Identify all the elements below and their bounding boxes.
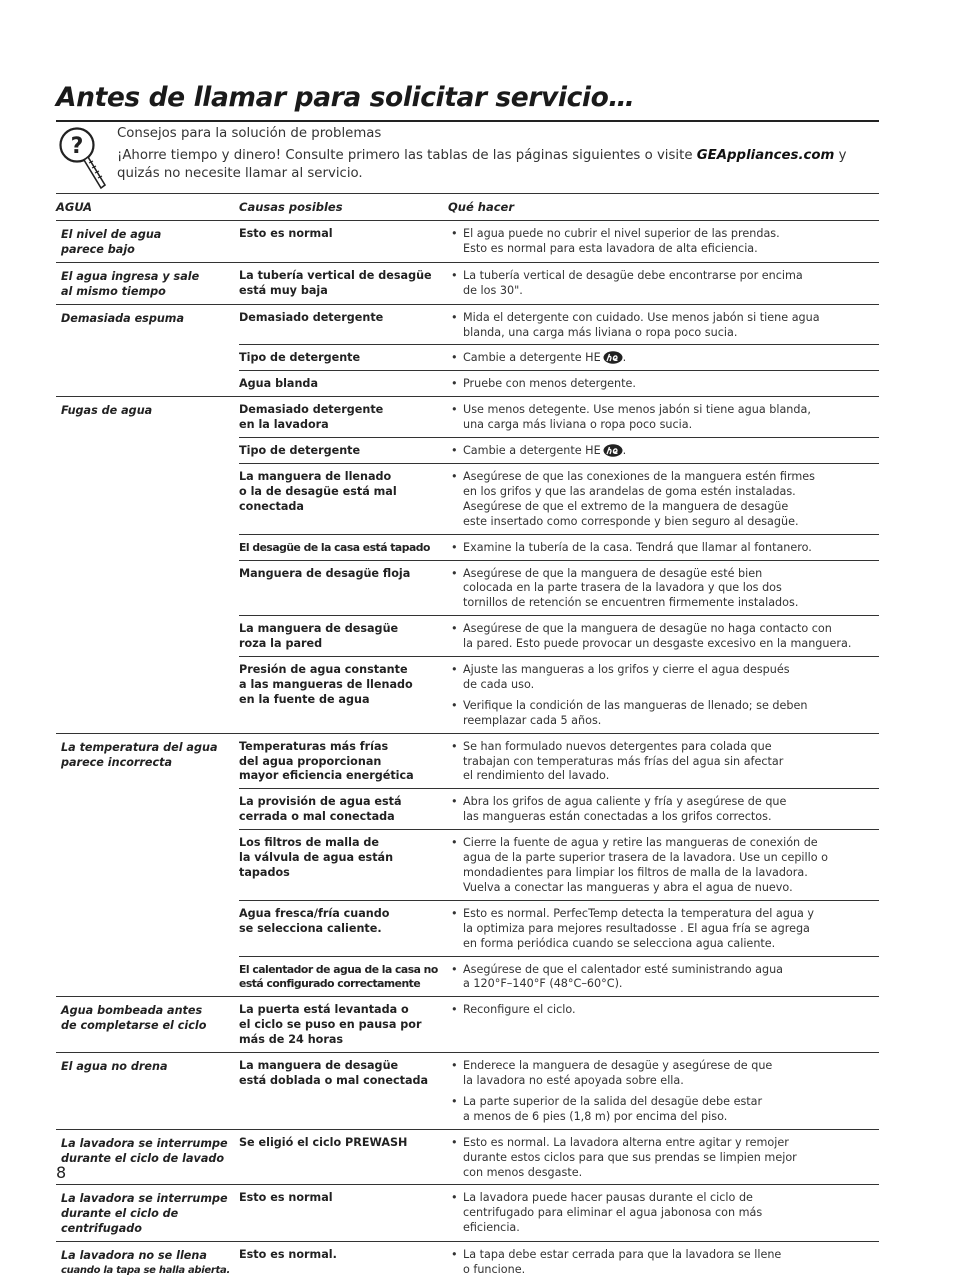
action-text: Asegúrese de que el calentador esté suministrando agua a 120°F–140°F (48°C–60°C). bbox=[463, 962, 784, 991]
action-cell bbox=[448, 836, 879, 896]
cause-cell: Demasiado detergente bbox=[239, 310, 384, 324]
action-text: Use menos detegente. Use menos jabón si tiene agua blanda, una carga más liviana o ropa poco sucia. bbox=[463, 403, 811, 432]
action-text: Esto es normal. PerfecTemp detecta la temperatura del agua y la optimiza para mejores resultadosse . El agua fría se agrega en forma periódica cuando se selecciona agua caliente. bbox=[463, 906, 814, 950]
action-cell bbox=[448, 403, 879, 433]
action-cell bbox=[448, 622, 879, 652]
cause-cell: Esto es normal bbox=[239, 1191, 333, 1205]
intro-heading: Consejos para la solución de problemas bbox=[117, 126, 382, 141]
action-bullet bbox=[448, 1095, 879, 1125]
cause-cell: La manguera de llenado o la de desagüe está mal conectada bbox=[239, 469, 397, 513]
bullet-icon: • bbox=[451, 1003, 458, 1017]
action-cell bbox=[448, 1003, 879, 1048]
bullet-icon: • bbox=[451, 268, 458, 282]
cause-cell: Demasiado detergente en la lavadora bbox=[239, 403, 384, 432]
problem-sublabel: cuando la tapa se halla abierta. bbox=[61, 1265, 230, 1277]
action-cell bbox=[448, 227, 879, 257]
cause-cell: Esto es normal bbox=[239, 227, 333, 240]
bullet-icon: • bbox=[451, 739, 458, 753]
he-logo-icon bbox=[603, 444, 623, 457]
action-text: Verifique la condición de las mangueras de llenado; se deben reemplazar cada 5 años. bbox=[463, 698, 808, 727]
action-cell bbox=[448, 377, 879, 392]
cause-cell: Agua blanda bbox=[239, 377, 318, 391]
table-row bbox=[239, 1185, 879, 1240]
problem-label: Demasiada espuma bbox=[61, 311, 185, 325]
cause-cell: Temperaturas más frías del agua proporcionan mayor eficiencia energética bbox=[239, 739, 414, 783]
cause-rows bbox=[239, 305, 879, 397]
problem-label: La temperatura del agua parece incorrecta bbox=[61, 740, 218, 769]
action-bullet bbox=[448, 1059, 879, 1089]
cause-cell: Presión de agua constante a las mangueras de llenado en la fuente de agua bbox=[239, 663, 413, 706]
table-row bbox=[239, 901, 879, 957]
action-bullet bbox=[448, 541, 879, 556]
table-row bbox=[239, 1242, 879, 1282]
action-text: Asegúrese de que la manguera de desagüe esté bien colocada en la parte trasera de la lavadora y que los dos tornillos de retención se encuentren firmemente instalados. bbox=[463, 566, 799, 610]
cause-rows bbox=[239, 221, 879, 262]
table-row bbox=[239, 1130, 879, 1185]
action-cell bbox=[448, 567, 879, 612]
action-bullet bbox=[448, 907, 879, 952]
cause-rows bbox=[239, 1053, 879, 1129]
action-cell bbox=[448, 444, 879, 459]
action-bullet bbox=[448, 795, 879, 825]
problem-group bbox=[56, 263, 879, 305]
bullet-icon: • bbox=[451, 403, 458, 417]
action-bullet: • Cambie a detergente HE . bbox=[448, 351, 879, 366]
cause-cell: La provisión de agua está cerrada o mal conectada bbox=[239, 795, 402, 824]
cause-cell: La manguera de desagüe roza la pared bbox=[239, 622, 399, 651]
cause-cell: Tipo de detergente bbox=[239, 444, 361, 458]
problem-label: Agua bombeada antes de completarse el ciclo bbox=[61, 1004, 207, 1033]
problem-group bbox=[56, 1185, 879, 1242]
action-text: Cambie a detergente HE bbox=[463, 444, 601, 458]
problem-cell bbox=[56, 1053, 239, 1129]
bullet-icon: • bbox=[451, 1191, 458, 1205]
action-text: Ajuste las mangueras a los grifos y cierre el agua después de cada uso. bbox=[463, 663, 790, 691]
problem-group bbox=[56, 221, 879, 263]
page-title: Antes de llamar para solicitar servicio… bbox=[56, 82, 635, 113]
cause-cell: Agua fresca/fría cuando se selecciona caliente. bbox=[239, 906, 390, 935]
bullet-icon: • bbox=[451, 1094, 458, 1108]
action-text: Reconfigure el ciclo. bbox=[463, 1003, 576, 1017]
action-bullet bbox=[448, 1136, 879, 1181]
he-logo-icon bbox=[603, 351, 623, 364]
cause-rows bbox=[239, 1130, 879, 1185]
magnifier-question-icon bbox=[55, 125, 115, 193]
problem-cell bbox=[56, 1185, 239, 1241]
action-bullet bbox=[448, 269, 879, 299]
action-text: La tubería vertical de desagüe debe encontrarse por encima de los 30". bbox=[463, 268, 803, 297]
table-row bbox=[239, 345, 879, 371]
action-text: Enderece la manguera de desagüe y asegúrese de que la lavadora no esté apoyada sobre ella. bbox=[463, 1059, 773, 1087]
table-row bbox=[239, 221, 879, 261]
problem-label: El agua no drena bbox=[61, 1060, 168, 1074]
action-bullet bbox=[448, 963, 879, 993]
bullet-icon: • bbox=[451, 310, 458, 324]
cause-cell: Los filtros de malla de la válvula de agua están tapados bbox=[239, 836, 394, 879]
action-bullet bbox=[448, 377, 879, 392]
action-text: Pruebe con menos detergente. bbox=[463, 377, 636, 391]
problem-label: El agua ingresa y sale al mismo tiempo bbox=[61, 269, 200, 298]
website-link[interactable]: GEAppliances.com bbox=[696, 148, 835, 163]
action-text: Examine la tubería de la casa. Tendrá que llamar al fontanero. bbox=[463, 540, 812, 554]
action-cell bbox=[448, 963, 879, 993]
intro-text bbox=[117, 147, 857, 183]
action-text: Cierre la fuente de agua y retire las mangueras de conexión de agua de la parte superior trasera de la lavadora. Use un cepillo o mondadientes para limpiar los filtros de malla de la lavadora. Vuelva a conectar las mangueras y abra el agua de nuevo. bbox=[463, 836, 828, 894]
bullet-icon: • bbox=[451, 698, 458, 712]
action-bullet bbox=[448, 740, 879, 785]
action-cell bbox=[448, 311, 879, 341]
problem-group bbox=[56, 305, 879, 398]
table-row bbox=[239, 305, 879, 346]
action-bullet bbox=[448, 622, 879, 652]
bullet-icon: • bbox=[451, 1059, 458, 1073]
problem-label: La lavadora se interrumpe durante el ciclo de lavado bbox=[61, 1136, 228, 1165]
title-divider bbox=[56, 120, 879, 122]
bullet-icon: • bbox=[451, 962, 458, 976]
cause-cell: Esto es normal. bbox=[239, 1248, 337, 1262]
problem-label: La lavadora no se llena bbox=[61, 1249, 207, 1263]
cause-rows bbox=[239, 263, 879, 304]
bullet-icon: • bbox=[451, 351, 458, 365]
cause-cell: La puerta está levantada o el ciclo se puso en pausa por más de 24 horas bbox=[239, 1003, 422, 1047]
action-cell bbox=[448, 740, 879, 785]
action-cell bbox=[448, 1059, 879, 1125]
problem-cell bbox=[56, 305, 239, 397]
action-bullet bbox=[448, 1191, 879, 1236]
action-text: Asegúrese de que la manguera de desagüe no haga contacto con la pared. Esto puede provocar un desgaste excesivo en la manguera. bbox=[463, 622, 852, 651]
cause-cell: El desagüe de la casa está tapado bbox=[239, 540, 430, 554]
action-bullet bbox=[448, 227, 879, 257]
problem-cell bbox=[56, 1242, 239, 1283]
bullet-icon: • bbox=[451, 377, 458, 391]
action-text: Asegúrese de que las conexiones de la manguera estén firmes en los grifos y que las arandelas de goma estén instaladas. Asegúrese de que el extremo de la manguera de desagüe este insertado como corresponde y bien seguro al desagüe. bbox=[463, 469, 815, 528]
problem-cell bbox=[56, 397, 239, 732]
table-body bbox=[56, 221, 879, 1283]
table-row bbox=[239, 464, 879, 535]
action-text: Cambie a detergente HE bbox=[463, 351, 601, 365]
action-text: Esto es normal. La lavadora alterna entre agitar y remojer durante estos ciclos para que sus prendas se limpien mejor con menos desgaste. bbox=[463, 1135, 797, 1179]
bullet-icon: • bbox=[451, 1248, 458, 1262]
problem-cell bbox=[56, 734, 239, 997]
action-bullet bbox=[448, 567, 879, 612]
action-cell bbox=[448, 269, 879, 299]
table-row bbox=[239, 997, 879, 1052]
intro-block bbox=[117, 125, 857, 183]
action-text: La tapa debe estar cerrada para que la lavadora se llene o funcione. bbox=[463, 1248, 782, 1277]
bullet-icon: • bbox=[451, 540, 458, 554]
cause-cell: Tipo de detergente bbox=[239, 351, 361, 365]
table-row bbox=[239, 734, 879, 790]
action-bullet bbox=[448, 836, 879, 896]
troubleshooting-table bbox=[56, 193, 879, 1283]
problem-label: La lavadora se interrumpe durante el ciclo de centrifugado bbox=[61, 1192, 228, 1236]
action-cell bbox=[448, 1136, 879, 1181]
action-text: La parte superior de la salida del desagüe debe estar a menos de 6 pies (1,8 m) por encima del piso. bbox=[463, 1094, 763, 1123]
action-text: Se han formulado nuevos detergentes para colada que trabajan con temperaturas más frías del agua sin afectar el rendimiento del lavado. bbox=[463, 739, 784, 783]
action-bullet bbox=[448, 470, 879, 530]
header-actions: Qué hacer bbox=[448, 199, 515, 214]
bullet-icon: • bbox=[451, 227, 458, 240]
problem-group bbox=[56, 1242, 879, 1283]
bullet-icon: • bbox=[451, 622, 458, 636]
cause-rows bbox=[239, 734, 879, 997]
action-cell bbox=[448, 795, 879, 825]
problem-group bbox=[56, 734, 879, 998]
action-cell bbox=[448, 1191, 879, 1236]
table-row bbox=[239, 657, 879, 733]
problem-cell bbox=[56, 997, 239, 1052]
cause-cell: Manguera de desagüe floja bbox=[239, 566, 411, 580]
table-row bbox=[239, 830, 879, 901]
cause-rows bbox=[239, 397, 879, 732]
bullet-icon: • bbox=[451, 906, 458, 920]
svg-text:?: ? bbox=[70, 134, 84, 159]
action-cell bbox=[448, 470, 879, 530]
page-number: 8 bbox=[56, 1163, 67, 1182]
bullet-icon: • bbox=[451, 444, 458, 458]
action-text: El agua puede no cubrir el nivel superior de las prendas. Esto es normal para esta lavadora de alta eficiencia. bbox=[463, 227, 780, 255]
table-row bbox=[239, 1053, 879, 1129]
table-row bbox=[239, 371, 879, 396]
action-bullet bbox=[448, 1003, 879, 1018]
action-cell bbox=[448, 351, 879, 366]
cause-cell: La tubería vertical de desagüe está muy baja bbox=[239, 268, 432, 297]
action-bullet bbox=[448, 311, 879, 341]
table-row bbox=[239, 438, 879, 464]
table-row bbox=[239, 789, 879, 830]
action-cell bbox=[448, 663, 879, 729]
bullet-icon: • bbox=[451, 663, 458, 677]
problem-label: El nivel de agua parece bajo bbox=[61, 228, 162, 256]
problem-cell bbox=[56, 1130, 239, 1185]
cause-cell: La manguera de desagüe está doblada o mal conectada bbox=[239, 1059, 429, 1087]
problem-cell bbox=[56, 263, 239, 304]
cause-rows bbox=[239, 1242, 879, 1283]
table-row bbox=[239, 561, 879, 617]
problem-label: Fugas de agua bbox=[61, 404, 153, 418]
action-cell bbox=[448, 907, 879, 952]
action-bullet bbox=[448, 663, 879, 693]
cause-rows bbox=[239, 1185, 879, 1241]
action-bullet bbox=[448, 403, 879, 433]
header-causes: Causas posibles bbox=[239, 199, 343, 214]
bullet-icon: • bbox=[451, 836, 458, 850]
table-row bbox=[239, 535, 879, 561]
problem-group bbox=[56, 997, 879, 1053]
intro-line-before: ¡Ahorre tiempo y dinero! Consulte primero las tablas de las páginas siguientes o visite bbox=[117, 148, 697, 163]
table-row bbox=[239, 957, 879, 997]
cause-cell: El calentador de agua de la casa no está configurado correctamente bbox=[239, 962, 438, 991]
problem-cell bbox=[56, 221, 239, 262]
action-cell bbox=[448, 541, 879, 556]
intro-line-after: y quizás no necesite llamar al servicio. bbox=[117, 148, 847, 181]
bullet-icon: • bbox=[451, 795, 458, 809]
table-header bbox=[56, 194, 879, 221]
table-row bbox=[239, 616, 879, 657]
action-bullet bbox=[448, 1248, 879, 1278]
bullet-icon: • bbox=[451, 1135, 458, 1149]
table-row bbox=[239, 397, 879, 438]
problem-group bbox=[56, 397, 879, 733]
action-cell bbox=[448, 1248, 879, 1278]
problem-group bbox=[56, 1053, 879, 1130]
action-bullet bbox=[448, 699, 879, 729]
action-text: Abra los grifos de agua caliente y fría y asegúrese de que las mangueras están conectadas a los grifos correctos. bbox=[463, 795, 787, 824]
bullet-icon: • bbox=[451, 469, 458, 483]
action-bullet: • Cambie a detergente HE . bbox=[448, 444, 879, 459]
header-problem: AGUA bbox=[56, 199, 93, 214]
action-text: Mida el detergente con cuidado. Use menos jabón si tiene agua blanda, una carga más liviana o ropa poco sucia. bbox=[463, 310, 820, 339]
cause-cell: Se eligió el ciclo PREWASH bbox=[239, 1135, 408, 1149]
cause-rows bbox=[239, 997, 879, 1052]
action-text: La lavadora puede hacer pausas durante el ciclo de centrifugado para eliminar el agua jabonosa con más eficiencia. bbox=[463, 1191, 763, 1235]
problem-group bbox=[56, 1130, 879, 1186]
bullet-icon: • bbox=[451, 566, 458, 580]
table-row bbox=[239, 263, 879, 303]
